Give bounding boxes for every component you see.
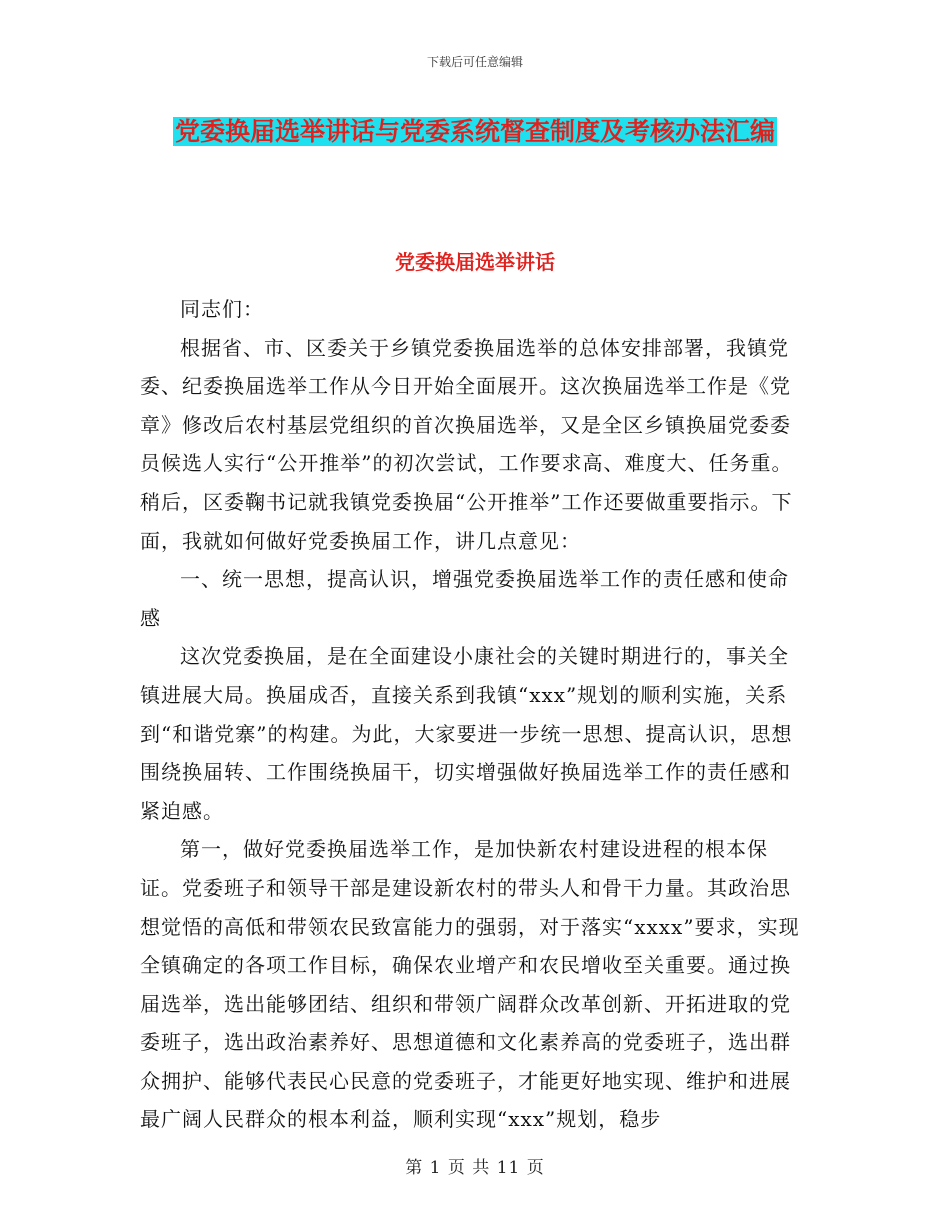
document-title: [140, 108, 810, 155]
section-title: 党委换届选举讲话: [395, 250, 555, 274]
document-body: [140, 290, 808, 1139]
paragraph: 第一，做好党委换届选举工作，是加快新农村建设进程的根本保证。党委班子和领导干部是建设新农村的带头人和骨干力量。其政治思想觉悟的高低和带领农民致富能力的强弱，对于落实“xxxx”要求，实现全镇确定的各项工作目标，确保农业增产和农民增收至关重要。通过换届选举，选出能够团结、组织和带领广阔群众改革创新、开拓进取的党委班子，选出政治素养好、思想道德和文化素养高的党委班子，选出群众拥护、能够代表民心民意的党委班子，才能更好地实现、维护和进展最广阔人民群众的根本利益，顺利实现“xxx”规划，稳步: [140, 837, 800, 1132]
paragraph-greeting: 同志们：: [180, 297, 264, 321]
paragraph: 根据省、市、区委关于乡镇党委换届选举的总体安排部署，我镇党委、纪委换届选举工作从今日开始全面展开。这次换届选举工作是《党章》修改后农村基层党组织的首次换届选举，又是全区乡镇换届党委委员候选人实行“公开推举”的初次尝试，工作要求高、难度大、任务重。稍后，区委鞠书记就我镇党委换届“公开推举”工作还要做重要指示。下面，我就如何做好党委换届工作，讲几点意见：: [140, 335, 793, 553]
page-header-note: 下载后可任意编辑: [426, 55, 523, 69]
page-number: 第 1 页 共 11 页: [405, 1158, 545, 1178]
document-title-text: 党委换届选举讲话与党委系统督查制度及考核办法汇编: [174, 117, 775, 146]
paragraph: 这次党委换届，是在全面建设小康社会的关键时期进行的，事关全镇进展大局。换届成否，直接关系到我镇“xxx”规划的顺利实施，关系到“和谐党寨”的构建。为此，大家要进一步统一思想、提高认识，思想围绕换届转、工作围绕换届干，切实增强做好换届选举工作的责任感和紧迫感。: [140, 644, 793, 823]
paragraph-heading: 一、统一思想，提高认识，增强党委换届选举工作的责任感和使命感: [140, 567, 789, 630]
